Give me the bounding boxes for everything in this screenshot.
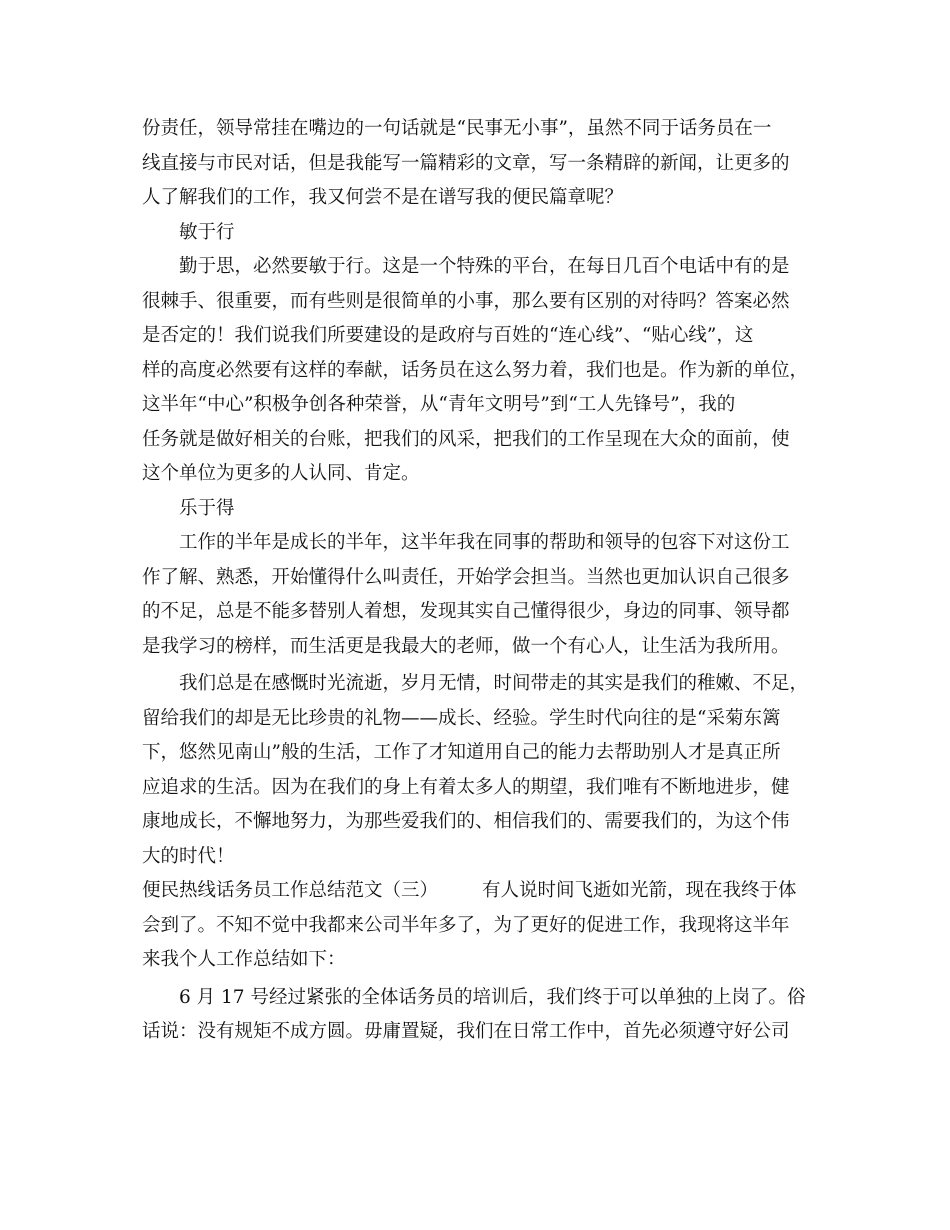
section-title: 便民热线话务员工作总结范文（三） — [142, 880, 439, 901]
section-title-line — [142, 874, 808, 909]
text-line: 留给我们的却是无比珍贵的礼物——成长、经验。学生时代向往的是“采菊东篱 — [142, 707, 781, 729]
text-line: 会到了。不知不觉中我都来公司半年多了，为了更好的促进工作，我现将这半年 — [142, 914, 790, 936]
text-line: 样的高度必然要有这样的奉献，话务员在这么努力着，我们也是。作为新的单位， — [142, 359, 808, 381]
text-line: 任务就是做好相关的台账，把我们的风采，把我们的工作呈现在大众的面前，使 — [142, 428, 790, 450]
text-line: 来我个人工作总结如下： — [142, 949, 346, 970]
text-line: 应追求的生活。因为在我们的身上有着太多人的期望，我们唯有不断地进步，健 — [142, 776, 790, 798]
text-line: 的不足，总是不能多替别人着想，发现其实自己懂得很少，身边的同事、领导都 — [142, 601, 790, 622]
text-line: 这半年“中心”积极争创各种荣誉，从“青年文明号”到“工人先锋号”，我的 — [142, 394, 736, 415]
text-line: 人了解我们的工作，我又何尝不是在谱写我的便民篇章呢？ — [142, 187, 624, 208]
text-line: 下，悠然见南山”般的生活，工作了才知道用自己的能力去帮助别人才是真正所 — [142, 742, 781, 763]
text-line: 大的时代！ — [142, 845, 235, 867]
text-line: 很棘手、很重要，而有些则是很简单的小事，那么要有区别的对待吗？答案必然 — [142, 290, 790, 312]
text-line: 勤于思，必然要敏于行。这是一个特殊的平台，在每日几百个电话中有的是 — [179, 256, 790, 277]
text-line: 工作的半年是成长的半年，这半年我在同事的帮助和领导的包容下对这份工 — [179, 532, 790, 553]
text-segment: 有人说时间飞逝如光箭，现在我终于体 — [482, 880, 797, 901]
text-line: 是我学习的榜样，而生活更是我最大的老师，做一个有心人，让生活为我所用。 — [142, 635, 790, 657]
subheading-leyude: 乐于得 — [179, 497, 235, 519]
text-line: 康地成长，不懈地努力，为那些爱我们的、相信我们的、需要我们的，为这个伟 — [142, 811, 790, 832]
text-line: 作了解、熟悉，开始懂得什么叫责任，开始学会担当。当然也更加认识自己很多 — [142, 566, 790, 588]
text-line: 6 月 17 号经过紧张的全体话务员的培训后，我们终于可以单独的上岗了。俗 — [179, 986, 806, 1008]
text-line: 份责任，领导常挂在嘴边的一句话就是“民事无小事”，虽然不同于话务员在一 — [142, 118, 772, 139]
document-body — [142, 112, 808, 1050]
text-line: 线直接与市民对话，但是我能写一篇精彩的文章，写一条精辟的新闻，让更多的 — [142, 152, 790, 174]
text-line: 是否定的！我们说我们所要建设的是政府与百姓的“连心线”、“贴心线”，这 — [142, 325, 754, 346]
text-line: 我们总是在感慨时光流逝，岁月无情，时间带走的其实是我们的稚嫩、不足， — [179, 673, 808, 694]
text-line: 这个单位为更多的人认同、肯定。 — [142, 463, 420, 484]
text-line: 话说：没有规矩不成方圆。毋庸置疑，我们在日常工作中，首先必须遵守好公司 — [142, 1021, 790, 1042]
subheading-minyuxing: 敏于行 — [179, 221, 235, 243]
